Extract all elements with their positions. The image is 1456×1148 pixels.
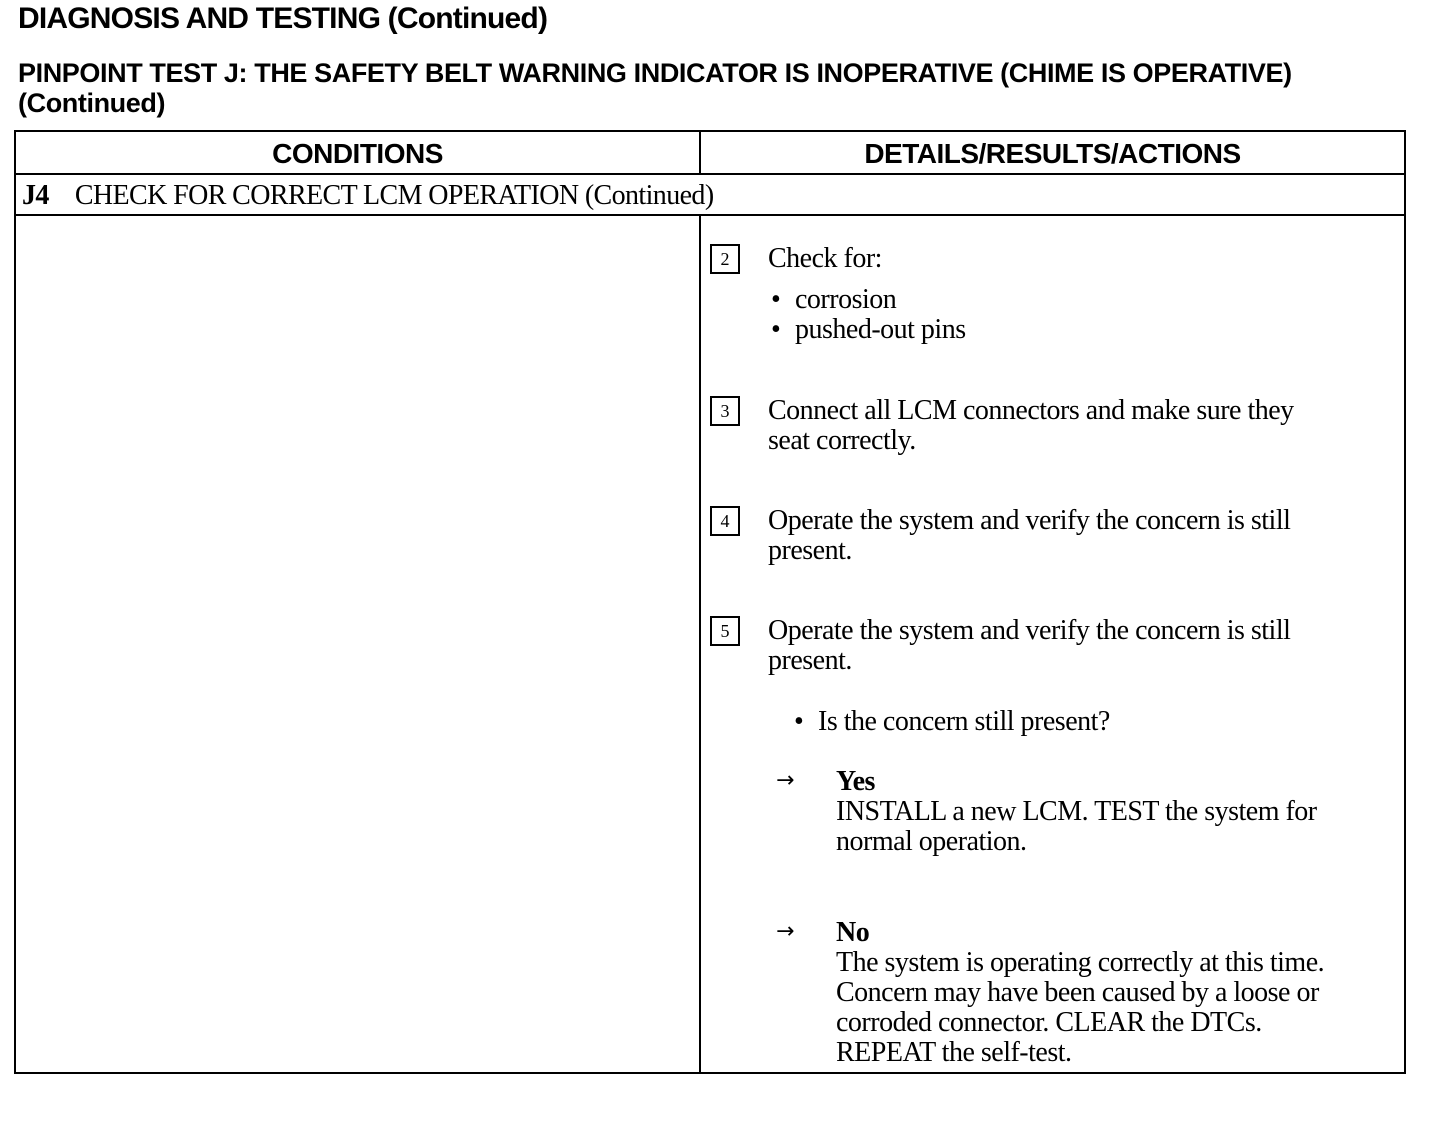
conditions-column-header: CONDITIONS: [272, 138, 443, 169]
arrow-right-icon: →: [776, 768, 795, 793]
yes-action: normal operation.: [836, 826, 1027, 857]
page-title: DIAGNOSIS AND TESTING (Continued): [18, 2, 548, 35]
column-divider: [699, 216, 701, 1074]
step-text: present.: [768, 645, 852, 676]
step-heading: [22, 176, 714, 214]
no-action: corroded connector. CLEAR the DTCs.: [836, 1007, 1262, 1038]
step-text: Connect all LCM connectors and make sure they: [768, 395, 1294, 426]
step-text: Operate the system and verify the concern is still: [768, 615, 1291, 646]
bullet-item: • corrosion: [795, 285, 896, 315]
bullet-item: • pushed-out pins: [795, 315, 966, 345]
step-text: seat correctly.: [768, 425, 916, 456]
no-action: The system is operating correctly at this time.: [836, 947, 1325, 978]
question-text: • Is the concern still present?: [818, 707, 1110, 737]
step-text: Operate the system and verify the concern is still: [768, 505, 1291, 536]
header-rule: [16, 173, 1404, 175]
step-number-box: 5: [710, 616, 740, 646]
details-column-header: DETAILS/RESULTS/ACTIONS: [864, 138, 1241, 169]
step-text: Check for:: [768, 243, 882, 274]
header-divider: [699, 132, 701, 174]
step-rule: [16, 214, 1404, 216]
step-id: J4: [22, 180, 49, 211]
step-text: present.: [768, 535, 852, 566]
pinpoint-table: [14, 130, 1406, 1074]
pinpoint-test-title: PINPOINT TEST J: THE SAFETY BELT WARNING INDICATOR IS INOPERATIVE (CHIME IS OPERATIVE) (Continued): [18, 58, 1292, 118]
yes-action: INSTALL a new LCM. TEST the system for: [836, 796, 1317, 827]
step-number-box: 4: [710, 506, 740, 536]
no-action: Concern may have been caused by a loose or: [836, 977, 1319, 1008]
arrow-right-icon: →: [776, 919, 795, 944]
no-action: REPEAT the self-test.: [836, 1037, 1072, 1068]
no-label: No: [836, 917, 870, 948]
step-number-box: 2: [710, 244, 740, 274]
step-number-box: 3: [710, 396, 740, 426]
step-title: CHECK FOR CORRECT LCM OPERATION (Continued): [74, 180, 714, 211]
yes-label: Yes: [836, 766, 875, 797]
